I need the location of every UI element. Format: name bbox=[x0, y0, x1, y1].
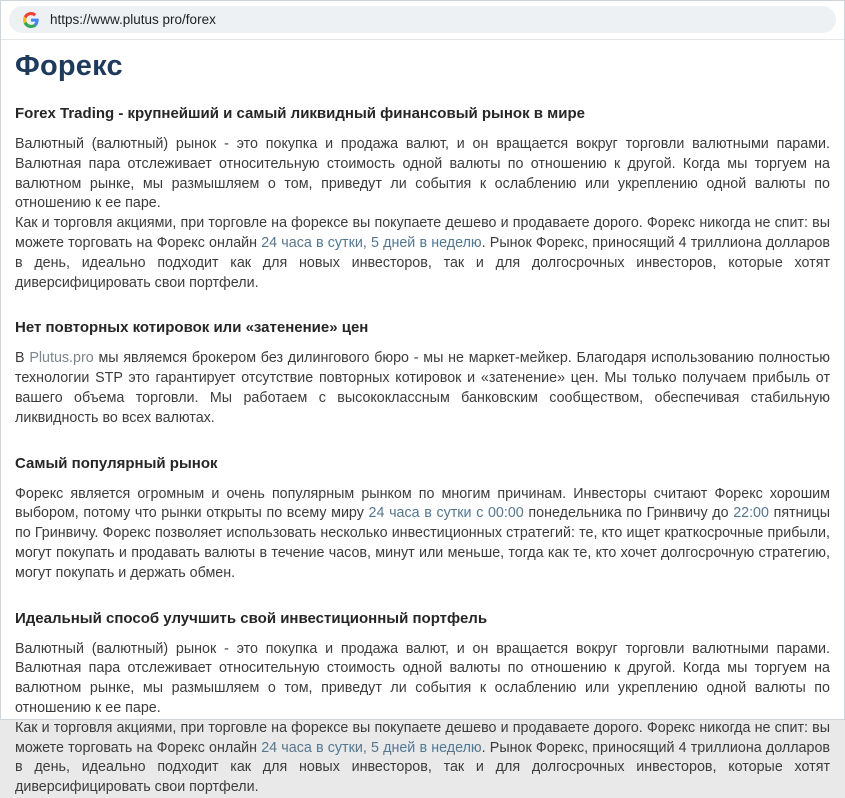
article-section bbox=[15, 319, 830, 428]
text-segment: . Рынок Форекс, приносящий 4 триллиона долларов в день, идеально подходит как для новых инвесторов, так и для долгосрочных инвесторов, которые хотят диверсифицировать свои портфели. bbox=[15, 234, 830, 291]
text-segment: Валютный (валютный) рынок - это покупка и продажа валют, и он вращается вокруг торговли валютными парами. Валютная пара отслеживает относительную стоимость одной валюты по отношению к другой. Когда мы торгуем на валютном рынке, мы размышляем о том, приведут ли события к ослаблению или укреплению одной валюты по отношению к ее паре. bbox=[15, 136, 830, 212]
article-section bbox=[15, 455, 830, 584]
paragraph bbox=[15, 349, 830, 428]
google-logo-icon bbox=[23, 12, 39, 28]
highlighted-number-text: 22:00 bbox=[733, 505, 769, 522]
section-heading: Нет повторных котировок или «затенение» цен bbox=[15, 319, 369, 337]
highlighted-number-text: 24 часа в сутки, 5 дней в неделю bbox=[261, 234, 482, 251]
page-content bbox=[1, 40, 844, 798]
inline-link-plutus[interactable]: Plutus.pro bbox=[29, 350, 94, 367]
page-title: Форекс bbox=[15, 50, 123, 82]
browser-topbar bbox=[1, 1, 844, 40]
text-segment: Как и торговля акциями, при торговле на форексе вы покупаете дешево и продаваете дорого. Форекс никогда не спит: вы можете торговать на Форекс онлайн bbox=[15, 215, 830, 251]
article-sections bbox=[15, 105, 830, 798]
section-heading: Forex Trading - крупнейший и самый ликвидный финансовый рынок в мире bbox=[15, 105, 585, 122]
article-section bbox=[15, 105, 830, 293]
section-heading: Идеальный способ улучшить свой инвестиционный портфель bbox=[15, 609, 488, 627]
text-segment: мы являемся брокером без дилингового бюро - мы не маркет-мейкер. Благодаря использованию полностью технологии STP это гарантирует отсутствие повторных котировок и «затенение» цен. Мы только получаем прибыль от вашего объема торговли. Мы работаем с высококлассным банковским сообществом, обеспечивая стабильную ликвидность во всех валютах. bbox=[15, 350, 831, 426]
text-segment: Валютный (валютный) рынок - это покупка и продажа валют, и он вращается вокруг торговли валютными парами. Валютная пара отслеживает относительную стоимость одной валюты по отношению к другой. Когда мы торгуем на валютном рынке, мы размышляем о том, приведут ли события к ослаблению или укреплению одной валюты по отношению к ее паре. bbox=[15, 640, 830, 716]
paragraph bbox=[15, 640, 830, 719]
article-section bbox=[15, 610, 830, 798]
section-heading: Самый популярный рынок bbox=[15, 454, 218, 472]
paragraph bbox=[15, 135, 830, 214]
text-segment: пятницы по Гринвичу. Форекс позволяет использовать несколько инвестиционных стратегий: те, кто ищет краткосрочные прибыли, могут покупать и продавать валюты в течение часов, минут или меньше, тогда как те, кто хочет долгосрочную стратегию, могут покупать и держать обмен. bbox=[15, 505, 830, 581]
text-segment: понедельника по Гринвичу до bbox=[523, 505, 734, 522]
highlighted-number-text: 24 часа в сутки с 00:00 bbox=[368, 505, 524, 522]
highlighted-number-text: 24 часа в сутки, 5 дней в неделю bbox=[261, 739, 482, 756]
url-text[interactable]: https://www.plutus pro/forex bbox=[50, 12, 216, 27]
text-segment: Как и торговля акциями, при торговле на форексе вы покупаете дешево и продаваете дорого. Форекс никогда не спит: вы можете торговать на Форекс онлайн bbox=[15, 719, 830, 756]
paragraph bbox=[15, 719, 830, 798]
paragraph bbox=[15, 214, 830, 293]
text-segment: В bbox=[15, 350, 30, 367]
paragraph bbox=[15, 485, 830, 584]
url-bar[interactable] bbox=[9, 6, 836, 33]
text-segment: Форекс является огромным и очень популярным рынком по многим причинам. Инвесторы считают Форекс хорошим выбором, потому что рынки открыты по всему миру bbox=[15, 485, 830, 522]
text-segment: . Рынок Форекс, приносящий 4 триллиона долларов в день, идеально подходит как для новых инвесторов, так и для долгосрочных инвесторов, которые хотят диверсифицировать свои портфели. bbox=[15, 739, 830, 796]
